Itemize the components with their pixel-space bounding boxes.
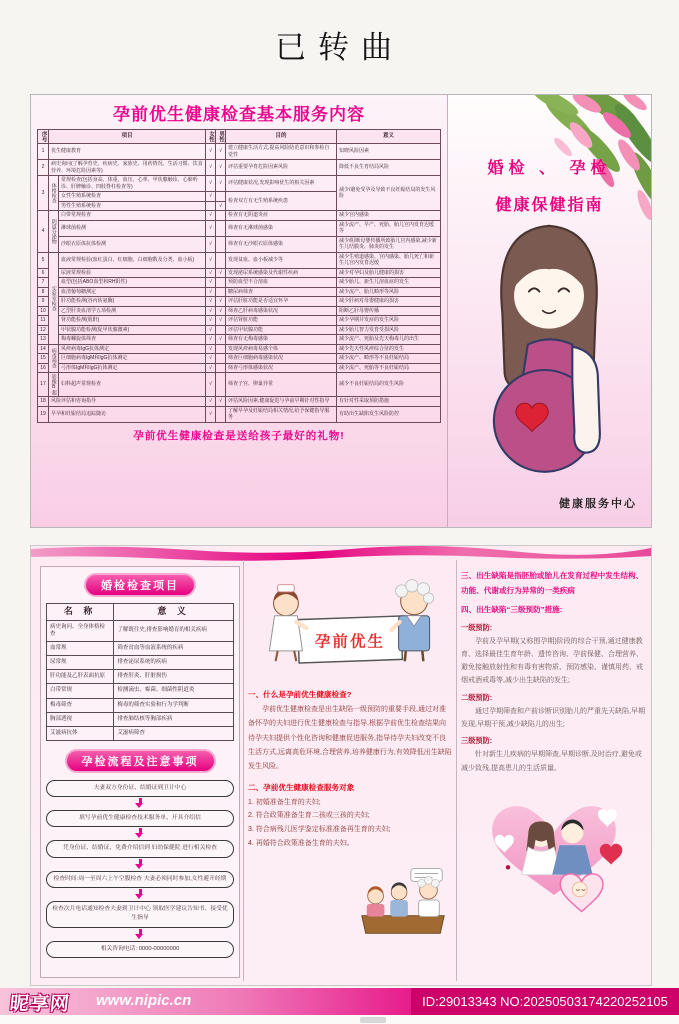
watermark-bar — [0, 988, 679, 1015]
table-row: 3 体格检查 常规检查(包括身高、体重、血压、心率、甲状腺触诊、心肺听诊、肝脾触诊、四肢脊柱检查等) √ √ 评估健康状况,发现影响优生的相关因素 减少/避免受孕及导致不良妊娠结局的发生风险 — [38, 176, 441, 192]
flow-step: 填写孕前优生健康检查技术服务单、开具介绍信 — [46, 810, 234, 827]
table-row: 16 弓形体IgM和IgG抗体测定 √ 筛查弓形体感染状况 减少流产、死胎等不良妊娠结局 — [38, 363, 441, 373]
flow-arrow-icon — [139, 859, 142, 864]
cover-title — [448, 155, 651, 215]
table-header-row — [38, 130, 441, 144]
inner-pages-panel — [30, 545, 652, 986]
page-title: 孕前优生健康检查基本服务内容 — [113, 105, 365, 124]
table-row: 15 巨细胞病毒IgM和IgG抗体测定 √ 筛查巨细胞病毒感染状况 减少流产、畸形等不良妊娠结局 — [38, 354, 441, 364]
table-row: 淋球菌检测 √ 筛查有无淋球菌感染 减少流产、早产、死胎、胎儿宫内发育迟缓等 — [38, 220, 441, 236]
marriage-section-title: 婚检检查项目 — [84, 573, 196, 597]
table-row: 9 肝功能检测(谷丙转氨酶) √ √ 评估肝脏功能是否适宜怀孕 减少肝病对母婴健康的损害 — [38, 297, 441, 307]
level1-label: 一级预防: — [461, 622, 493, 632]
table-row: 8 血清葡萄糖测定 √ 糖尿病筛查 减少流产、胎儿畸形等风险 — [38, 287, 441, 297]
col-header: 名 称 — [47, 604, 114, 621]
service-content-table — [37, 129, 441, 423]
level1-text: 孕前及孕早期(又称围孕期)阶段的综合干预,通过健康教育、选择最佳生育年龄、遗传咨询、孕前保健、合理营养、避免接触放射性和有毒有害物质、预防感染、谨慎用药、戒烟戒酒戒毒等,减少出生缺陷的发生; — [461, 637, 643, 685]
birth-defect-column — [461, 564, 647, 978]
gift-tagline: 孕前优生健康检查是送给孩子最好的礼物! — [133, 429, 345, 442]
table-row: 2 病史询问(了解孕育史、疾病史、家族史、用药情况、生活习惯、饮食营养、环境危险因素等) √ √ 评估重要孕育危险因素风险 降低不良生育结局风险 — [38, 160, 441, 176]
service-target-item: 3. 符合病残儿医学鉴定标准准备再生育的夫妇; — [248, 826, 391, 833]
col-header: 男性 — [216, 130, 226, 144]
scrollbar-thumb[interactable] — [360, 1017, 386, 1023]
table-row: 白带常规 检测滴虫、霉菌、细菌性阴道炎 — [47, 684, 234, 698]
table-row: 梅毒筛查 梅毒的筛查实验和行为学判断 — [47, 698, 234, 712]
table-row: 17 影像B超 妇科超声常规检查 √ 筛查子宫、卵巢异常 减少不良妊娠结局的发生风险 — [38, 373, 441, 397]
flow-step: 检查时间:周一至周六上午空腹检查 夫妻必须同时参加,女性避开经期 — [46, 871, 234, 888]
level3-text: 针对新生儿疾病的早期筛查,早期诊断,及时治疗,避免或减少致残,提高患儿的生活质量。 — [461, 751, 642, 772]
cover-title-line1: 婚检 、 孕检 — [487, 160, 612, 177]
section2-title: 二、孕前优生健康检查服务对象 — [248, 782, 355, 792]
col-header: 项目 — [49, 130, 206, 144]
flow-step: 检查次月电话通知检查夫妻到卫计中心 领取医学建议告知书、接受优生指导 — [46, 901, 234, 928]
section4-title: 四、出生缺陷“三级预防”措施: — [461, 605, 563, 615]
proof-status-label: 已转曲 — [275, 30, 404, 65]
table-row: 11 肾功能检测(肌酐) √ √ 评估肾脏功能 减少孕期并发症的发生风险 — [38, 316, 441, 326]
cover-title-line2: 健康保健指南 — [495, 197, 604, 214]
section3-title: 三、出生缺陷是指胚胎或胎儿在发育过程中发生结构、功能、代谢或行为异常的一类疾病 — [461, 571, 644, 596]
table-row: 5 实验室检查 血液常规检验(血红蛋白、红细胞、白细胞数及分类、血小板) √ 发现贫血、血小板减少等 减少生殖道感染、宫内感染、胎儿死亡和新生儿宫内发育迟缓 — [38, 252, 441, 268]
table-row: 尿常规 排查泌尿系统的疾病 — [47, 656, 234, 670]
table-row: 14 病毒筛查 风疹病毒IgG抗体测定 √ 发现风疹病毒易感个体 减少先天性风疹综合征的发生 — [38, 344, 441, 354]
flow-section-title: 孕检流程及注意事项 — [65, 749, 216, 773]
couple-heart-illustration — [470, 779, 638, 917]
flow-step: 凭身份证、结婚证、免费介绍信到 妇幼保健院 进行相关检查 — [46, 840, 234, 857]
flow-arrow-icon — [139, 798, 142, 803]
col-header: 意义 — [337, 130, 441, 144]
banner-text: 孕前优生 — [314, 633, 386, 651]
flow-step: 相关咨询电话: 0000-00000000 — [46, 941, 234, 958]
section1-title: 一、什么是孕前优生健康检查? — [248, 690, 352, 699]
table-header-row — [47, 604, 234, 621]
marriage-check-column — [40, 566, 240, 978]
col-header: 目的 — [226, 130, 337, 144]
col-header: 序号 — [38, 130, 49, 144]
pregnancy-check-flow — [46, 749, 234, 958]
pregnant-woman-illustration — [464, 211, 634, 476]
section1-body: 孕前优生健康检查是出生缺陷一级预防的重要手段,通过对准备怀孕的夫妇进行优生健康检查与指导,根据孕前优生检查结果向待孕夫妇提供个性化咨询和健康促进服务,指导待孕夫妇改变不良生活方式,远离高危环境,合理营养,培养健康行为,有效降低出生缺陷发生风险。 — [248, 706, 452, 771]
fold-line — [243, 560, 244, 981]
site-url: www.nipic.cn — [96, 992, 192, 1009]
small-heart-icon — [600, 844, 623, 865]
table-row: 1 优生健康教育 √ √ 建立健康生活方式,提高风险防范意识和参检自觉性 知晓风险因素 — [38, 144, 441, 160]
service-target-item: 4. 再婚符合政策准备生育的夫妇。 — [248, 839, 354, 847]
table-row: 女性生殖系统检查 √ 检查双方有无生殖系统疾患 — [38, 192, 441, 202]
image-id-label: ID:29013343 NO:20250503174220252105 — [411, 988, 679, 1015]
col-header: 意 义 — [114, 604, 234, 621]
table-row: 血常规 筛查贫血等血液系统的疾病 — [47, 641, 234, 655]
service-target-item: 2. 符合政策准备生育二孩或三孩的夫妇; — [248, 812, 370, 820]
level3-label: 三级预防: — [461, 736, 493, 746]
flow-arrow-icon — [139, 889, 142, 894]
table-row: 6 尿液常规检验 √ √ 发现泌尿系统感染及代谢性疾病 减少对孕妇及胎儿健康的损害 — [38, 268, 441, 278]
nurse-doctor-illustration — [257, 566, 443, 682]
table-row: 12 甲状腺功能检测(促甲状腺激素) √ 评估甲状腺功能 减少胎儿智力发育受损风险 — [38, 325, 441, 335]
table-row: 19 早孕和妊娠结局追踪随访 √ 了解早孕及妊娠结局相关情况,给予保健指导服务 有助出生缺陷发生风险防控 — [38, 406, 441, 422]
table-row: 18 风险评估和咨询指导 √ √ 评估风险因素,健康促进与孕前早期针对性指导 有针对性采取预防措施 — [38, 397, 441, 407]
table-row: 沙眼衣原体抗体检测 √ 筛查有无沙眼衣原体感染 减少/阻断母婴传播所致胎儿宫内感染,减少新生儿结膜炎、肺炎的发生 — [38, 236, 441, 252]
service-table-section — [31, 95, 448, 527]
site-logo: 昵享网 — [8, 994, 71, 1015]
table-row: 艾滋病抗体 艾滋病筛查 — [47, 726, 234, 740]
table-row: 13 梅毒螺旋体筛查 √ √ 筛查有无梅毒感染 减少流产、死胎及先天梅毒儿的出生 — [38, 335, 441, 345]
bottom-strip — [0, 1015, 679, 1024]
table-row: 4 阴道分泌物 白带常规检查 √ 检查有无阴道炎症 减少宫内感染 — [38, 211, 441, 221]
wave-ribbon-decoration — [31, 545, 651, 563]
table-row: 病史询问、全身体格检查 了解既往史,排查影响婚育的相关疾病 — [47, 620, 234, 641]
col-header: 女性 — [206, 130, 216, 144]
fold-line — [456, 560, 457, 981]
level2-text: 通过孕期筛查和产前诊断识别胎儿的严重先天缺陷,早期发现,早期干预,减少缺陷儿的出生; — [461, 707, 645, 729]
table-row: 10 乙型肝炎血清学五项检测 √ √ 筛查乙肝病毒感染状况 阻断乙肝母婴传播 — [38, 306, 441, 316]
flow-step: 夫妻双方身份证、结婚证到卫计中心 — [46, 780, 234, 797]
consultation-illustration — [354, 864, 452, 936]
table-row: 7 血型(包括ABO血型和RH阳性) √ 预防血型不合溶血 减少胎儿、新生儿溶血症的发生 — [38, 278, 441, 288]
organization-name: 健康服务中心 — [559, 498, 637, 510]
table-row: 男性生殖系统检查 √ — [38, 201, 441, 211]
front-page-panel — [30, 94, 652, 528]
table-row: 肝功能及乙肝表面抗原 排查肝炎、肝脏损伤 — [47, 670, 234, 684]
service-target-item: 1. 初婚准备生育的夫妇; — [248, 798, 321, 806]
flow-arrow-icon — [139, 929, 142, 934]
cover-section — [448, 95, 651, 527]
level2-label: 二级预防: — [461, 692, 493, 702]
marriage-check-table — [46, 603, 234, 741]
what-is-column — [248, 564, 452, 978]
flow-arrow-icon — [139, 828, 142, 833]
table-row: 胸部透视 排查肺结核等胸部疾病 — [47, 712, 234, 726]
